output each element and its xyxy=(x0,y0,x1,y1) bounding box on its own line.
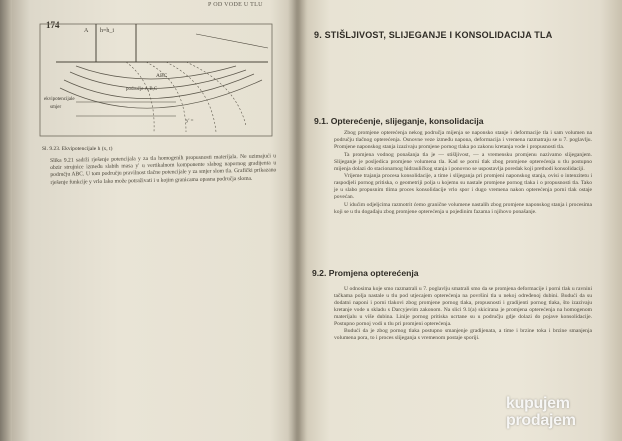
page-number: 174 xyxy=(46,20,60,30)
left-page xyxy=(12,0,296,441)
section-1-title: 9.1. Opterećenje, slijeganje, konsolidacija xyxy=(314,116,484,126)
section-1-paragraph: Zbog promjene opterećenja nekog područja mijenja se naponsko stanje i deformacije tla i sam volumen na području tlačnog opterećenja. Osnovne veze između napona, deformacija i vremena razmatraju se u 7. poglavlju. Promjene naponskog stanja izazivaju promjene pornog tlaka po zakonu kretanja vode i propusnosti tla. xyxy=(334,130,592,150)
watermark-line-1: kupujem xyxy=(506,395,570,412)
equipotential-figure xyxy=(36,22,276,138)
chapter-title: 9. STIŠLJIVOST, SLIJEGANJE I KONSOLIDACIJA TLA xyxy=(314,30,553,40)
fig-label-top-mid: h=h_i xyxy=(100,28,115,34)
fig-label-line-4: područje A,B,C xyxy=(126,87,158,92)
section-1-paragraph: Ta promjena vodnog ponašanja tla je — stišljivost, — a vremensku promjenu nazivamo slijeganjem. Slijeganje je posljedica promjene volumena tla. Kad se porni tlak zbog promjene opterećenja u tlu postupno mijenja dolazi do stacionarnog hidrauličkog stanja i ponovno se uspostavlja poredak koji prethodi konsolidaciji. xyxy=(334,151,592,172)
fig-label-top-left: A xyxy=(84,28,89,34)
section-2-paragraph: U odnosima koje smo razmatrali u 7. poglavlju smatrali smo da se promjena deformacije i porni tlak u ravnini tačkama polja nastale u tlu pod utjecajem opterećenja na površini tla u nekoj određenoj dubini. Budući da su dodatni naponi i porni tlakovi zbog promjene pornog tlaka, propusnosti i gradijenti pornog tlaka, što izazivaju kretanje vode u skladu s Darcyjevim zakonom. Na slici 9.1(a) skicirana je promjena opterećenja na homogenom materijalu u više dubina. Linije pornog pritiska ucrtane su u području gdje dolazi do pojave konsolidacije. Postupno pornoj vodi u tlu pri promjeni opterećenja. xyxy=(334,286,592,327)
fig-label-line-2: smjer xyxy=(50,105,62,110)
section-1-body xyxy=(334,130,592,217)
page-stack-edge xyxy=(0,0,12,441)
fig-label-line-3: y' = xyxy=(186,119,194,124)
section-1-paragraph: Vrijeme trajanja procesa konsolidacije, a time i slijeganja pri promjeni naponskog stanja, ovisi o intenzitetu i raspodjeli pornog pritiska, o geometriji polja u kojemu su nastale promjene pornog tlaka i o propusnosti tla. Tako je u slabo propusnim tlima proces konsolidacije vrlo spor i dugo vremena nakon opterećenja porni tlak ostaje povećan. xyxy=(334,173,592,201)
right-page xyxy=(304,0,622,441)
running-head: P OD VODE U TLU xyxy=(208,2,263,8)
section-1-paragraph: U idućim odjeljcima razmotrit ćemo granične volumene nastalih zbog promjene naponskog stanja i procesima koji se u tlu događaju zbog promjene opterećenja u pojedinim fazama i njihovo ponašanje. xyxy=(334,202,592,215)
fig-label-line-1: ekvipotencijale xyxy=(44,97,75,102)
section-2-title: 9.2. Promjena opterećenja xyxy=(312,268,419,278)
left-body-text: Slika 9.21 sadrži rješenje potencijala y za tla homogenih propusnosti materijala. Ne uzimajući u obzir strujnice između slabih masa y' u vertikalnom komponente slabog napornog gradijenta u području ABC. U tom području pravilnost tlačne potencijale y za smjer slom tla. Grafički prikazano rješenje funkcije y vrlo lako može potraživati i u kojim granicama opasna područja sloma. xyxy=(50,153,277,186)
figure-caption: Sl. 9.23. Ekvipotencijale h (x, t) xyxy=(42,146,113,152)
site-watermark xyxy=(506,395,614,435)
fig-label-region: ABC xyxy=(156,73,168,79)
section-2-paragraph: Budući da je zbog pornog tlaka postupno smanjenje gradijenata, a time i brzine toka i brzine smanjenja volumena pora, to i proces slijeganja s vremenom postaje sporiji. xyxy=(334,328,592,342)
section-2-body xyxy=(334,286,592,343)
watermark-line-2: prodajem xyxy=(506,412,576,429)
